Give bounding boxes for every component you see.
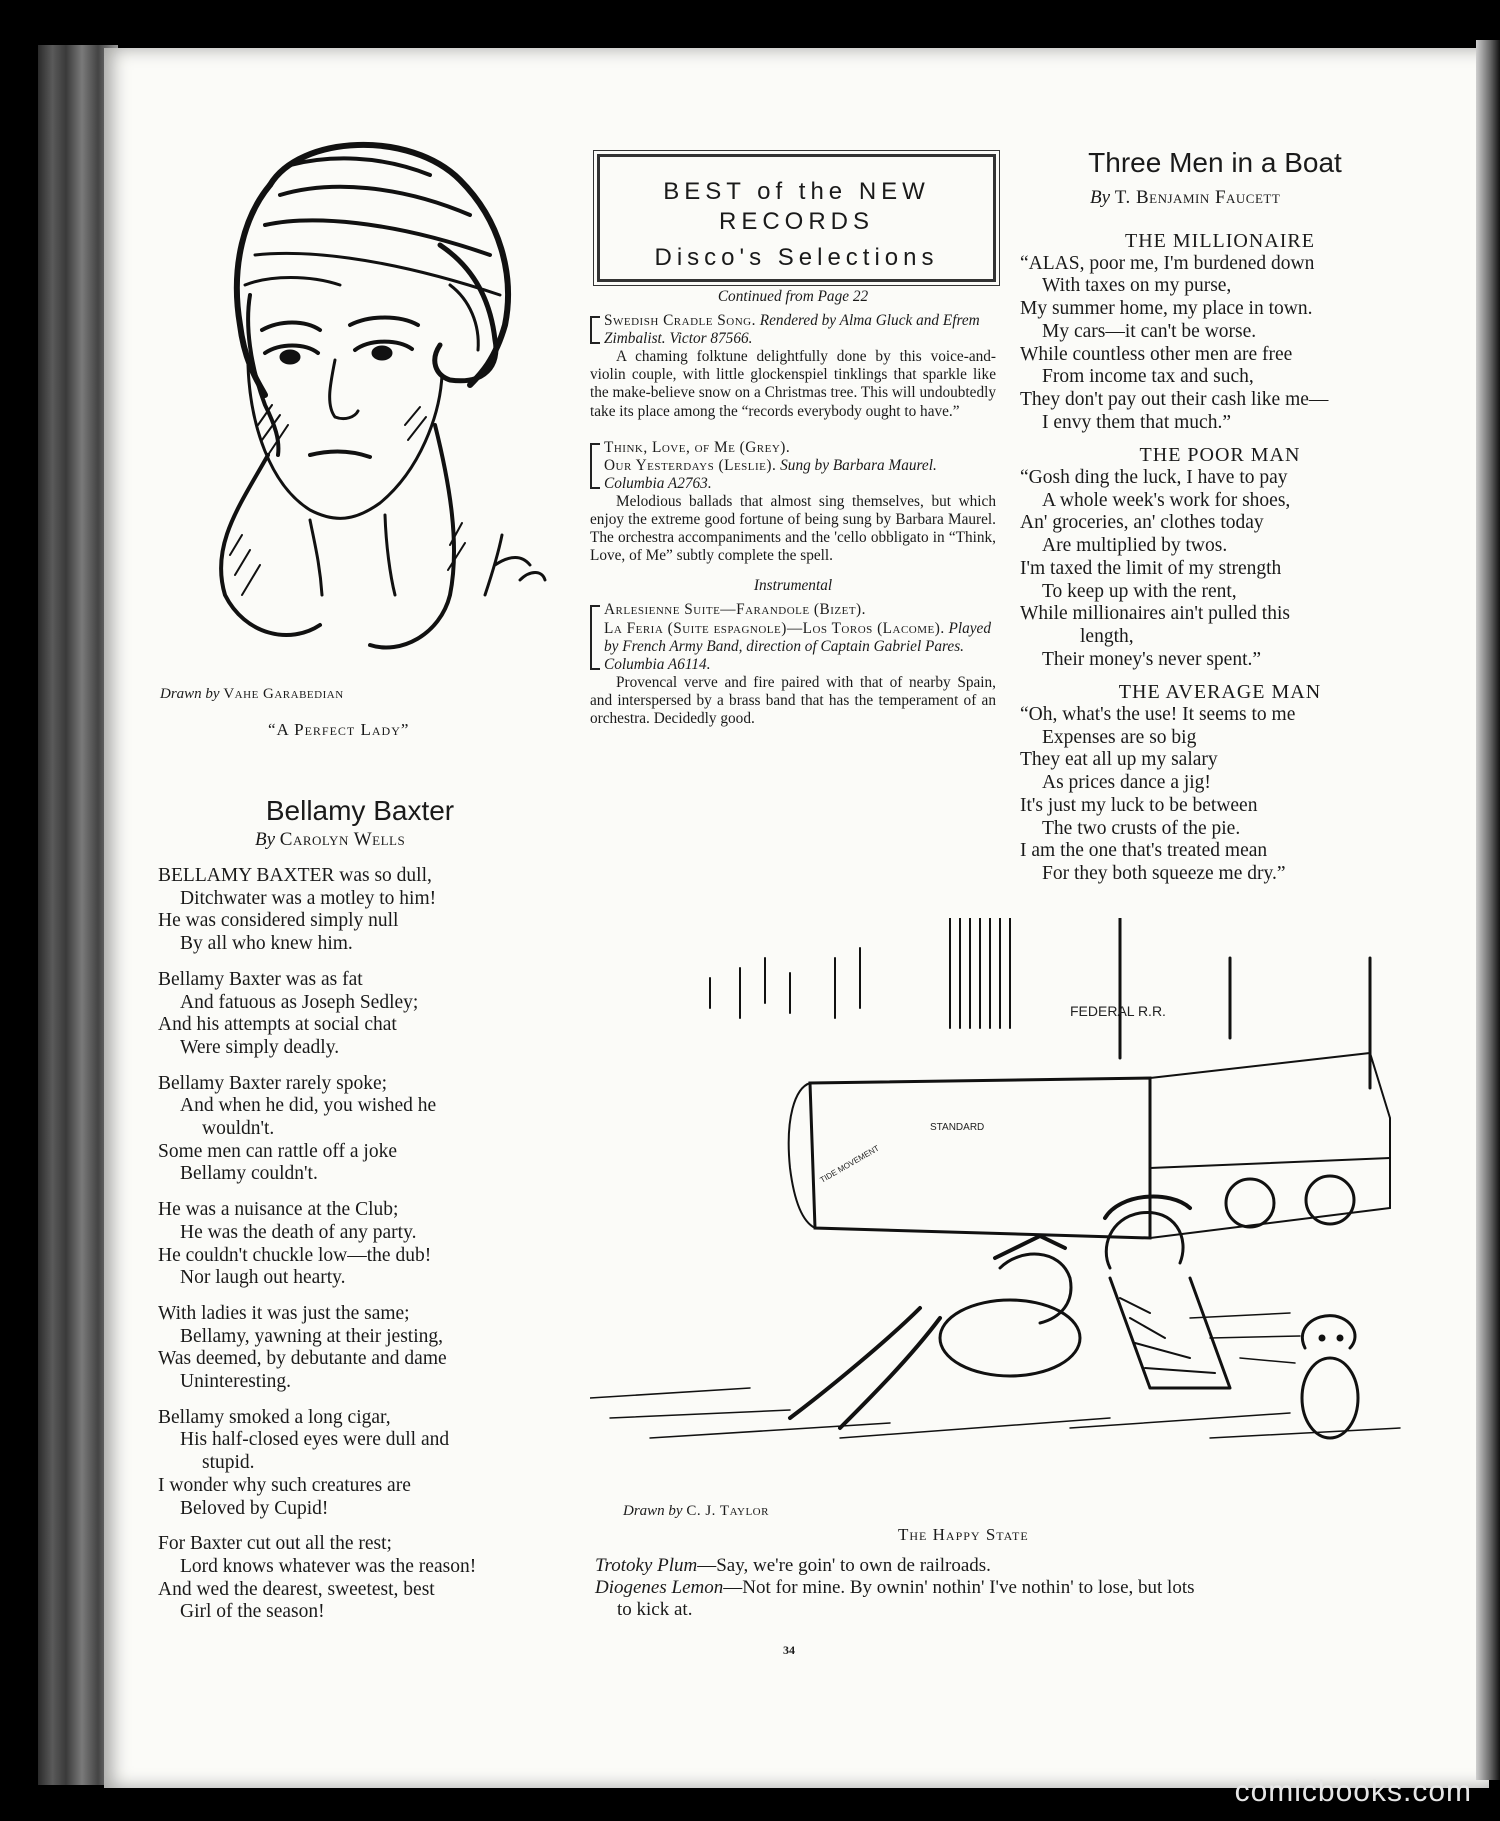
cartoon-sign-tide: TIDE MOVEMENT (818, 1143, 881, 1185)
bellamy-stanza (158, 1533, 568, 1624)
records-box (597, 154, 996, 282)
bellamy-line: Bellamy couldn't. (180, 1163, 318, 1185)
bellamy-line: And wed the dearest, sweetest, best (158, 1578, 435, 1600)
bellamy-poem (158, 865, 568, 1637)
three-men-stanza (1020, 253, 1420, 435)
bellamy-stanza (158, 969, 568, 1060)
three-men-line: length, (1080, 625, 1134, 647)
three-men-line: From income tax and such, (1042, 366, 1254, 388)
three-men-line: I envy them that much.” (1042, 411, 1231, 433)
three-men-section-heading: THE AVERAGE MAN (1118, 681, 1322, 704)
bellamy-line: BELLAMY BAXTER was so dull, (158, 865, 432, 886)
three-men-line: As prices dance a jig! (1042, 772, 1211, 794)
record-review-2: Melodious ballads that almost sing themselves, but which enjoy the extreme good fortune of being sung by Barbara Maurel. The orchestra accompaniments and the 'cello obbligato in “Think, Love, of Me” subtly complete the spell. (590, 492, 996, 565)
bellamy-line: His half-closed eyes were dull and (180, 1429, 450, 1451)
three-men-line: The two crusts of the pie. (1042, 817, 1241, 839)
facing-page-edge (1476, 40, 1500, 1780)
bellamy-line: Bellamy Baxter was as fat (158, 968, 363, 990)
bellamy-line: Were simply deadly. (180, 1036, 340, 1058)
cartoon-credit: Drawn by C. J. Taylor (623, 1503, 769, 1519)
three-men-line: While millionaires ain't pulled this (1020, 603, 1290, 625)
bellamy-line: And fatuous as Joseph Sedley; (180, 991, 419, 1013)
three-men-line: For they both squeeze me dry.” (1042, 862, 1286, 884)
portrait-credit: Drawn by Vahe Garabedian (160, 686, 344, 702)
bellamy-line: He was considered simply null (158, 910, 399, 932)
three-men-title: Three Men in a Boat (1088, 147, 1342, 178)
records-box-line1: BEST of the NEW (663, 178, 930, 205)
dialogue-line-3: to kick at. (617, 1599, 693, 1620)
records-box-line2: RECORDS (718, 208, 874, 235)
bellamy-stanza (158, 1199, 568, 1290)
bellamy-line: Bellamy smoked a long cigar, (158, 1406, 391, 1428)
portrait-sketch (150, 125, 550, 680)
bellamy-line: He couldn't chuckle low—the dub! (158, 1244, 432, 1266)
bellamy-line: Bellamy Baxter rarely spoke; (158, 1072, 388, 1094)
bellamy-line: Nor laugh out hearty. (180, 1267, 346, 1289)
three-men-line: My cars—it can't be worse. (1042, 320, 1257, 342)
three-men-line: An' groceries, an' clothes today (1020, 512, 1264, 534)
instrumental-heading: Instrumental (753, 577, 833, 595)
record-entry-1: Swedish Cradle Song. Rendered by Alma Gluck and Efrem Zimbalist. Victor 87566. (590, 312, 996, 348)
three-men-section-heading: THE MILLIONAIRE (1125, 230, 1315, 252)
bellamy-line: By all who knew him. (180, 933, 353, 955)
records-box-line3: Disco's Selections (654, 244, 939, 271)
site-watermark: comicbooks.com (1234, 1775, 1472, 1808)
three-men-poem (1020, 230, 1420, 886)
three-men-line: To keep up with the rent, (1042, 580, 1237, 602)
three-men-line: It's just my luck to be between (1020, 794, 1258, 816)
bellamy-line: Was deemed, by debutante and dame (158, 1348, 447, 1370)
three-men-section-heading: THE POOR MAN (1139, 444, 1301, 467)
bellamy-line: For Baxter cut out all the rest; (158, 1533, 392, 1555)
bellamy-line: And his attempts at social chat (158, 1014, 397, 1036)
record-entry-2: Think, Love, of Me (Grey). Our Yesterdays (Leslie). Sung by Barbara Maurel. Columbia A2763. (590, 439, 996, 493)
record-entry-3: Arlesienne Suite—Farandole (Bizet). La Feria (Suite espagnole)—Los Toros (Lacome). Played by French Army Band, direction of Captain Gabriel Pares. Columbia A6114. (590, 601, 996, 673)
bellamy-stanza (158, 865, 568, 956)
three-men-line: My summer home, my place in town. (1020, 298, 1313, 320)
bellamy-stanza (158, 1303, 568, 1394)
three-men-line: Expenses are so big (1042, 726, 1197, 748)
bellamy-line: And when he did, you wished he (180, 1095, 437, 1117)
three-men-stanza (1020, 704, 1420, 886)
three-men-line: They don't pay out their cash like me— (1020, 388, 1329, 410)
record-review-1: A chaming folktune delightfully done by this voice-and-violin couple, with little glockenspiel tinklings that sparkle like the make-believe snow on a Christmas tree. This will undoubtedly take its place among the “records everybody ought to have.” (590, 348, 996, 420)
cartoon-sign-federal: FEDERAL R.R. (1070, 1003, 1166, 1019)
three-men-byline: By T. Benjamin Faucett (1090, 187, 1281, 208)
bellamy-line: Beloved by Cupid! (180, 1497, 329, 1519)
three-men-line: With taxes on my purse, (1042, 275, 1232, 297)
bellamy-line: Lord knows whatever was the reason! (180, 1555, 477, 1577)
three-men-stanza (1020, 467, 1420, 671)
bellamy-line: He was the death of any party. (180, 1221, 417, 1243)
page-number: 34 (783, 1643, 795, 1657)
bellamy-line: He was a nuisance at the Club; (158, 1199, 399, 1221)
bellamy-line: Some men can rattle off a joke (158, 1140, 397, 1162)
bellamy-stanza (158, 1073, 568, 1187)
three-men-line: They eat all up my salary (1020, 749, 1218, 771)
bellamy-line: stupid. (202, 1452, 255, 1474)
dialogue-line-1: Trotoky Plum—Say, we're goin' to own de railroads. (595, 1555, 991, 1576)
continued-note: Continued from Page 22 (717, 288, 869, 305)
bellamy-line: With ladies it was just the same; (158, 1302, 410, 1324)
three-men-line: Are multiplied by twos. (1042, 535, 1228, 557)
three-men-line: A whole week's work for shoes, (1042, 489, 1291, 511)
three-men-line: I am the one that's treated mean (1020, 840, 1268, 862)
cartoon-caption: The Happy State (898, 1525, 1029, 1544)
bellamy-line: I wonder why such creatures are (158, 1474, 411, 1496)
bellamy-line: wouldn't. (202, 1118, 275, 1140)
cartoon-illustration (590, 918, 1410, 1478)
three-men-line: I'm taxed the limit of my strength (1020, 557, 1282, 579)
portrait-caption: “A Perfect Lady” (268, 720, 410, 739)
three-men-line: “Gosh ding the luck, I have to pay (1020, 467, 1288, 489)
record-review-3: Provencal verve and fire paired with that of nearby Spain, and interspersed by a brass band that has the temperament of an orchestra. Decidedly good. (590, 673, 996, 727)
three-men-line: Their money's never spent.” (1042, 648, 1262, 670)
bellamy-stanza (158, 1407, 568, 1521)
three-men-line: “ALAS, poor me, I'm burdened down (1020, 252, 1315, 274)
bellamy-title: Bellamy Baxter (265, 795, 455, 826)
bellamy-line: Bellamy, yawning at their jesting, (180, 1325, 444, 1347)
bellamy-line: Girl of the season! (180, 1601, 325, 1623)
cartoon-sign-standard: STANDARD (930, 1122, 985, 1133)
bellamy-byline: By Carolyn Wells (255, 829, 406, 850)
three-men-line: While countless other men are free (1020, 343, 1293, 365)
records-column (590, 288, 996, 728)
bellamy-line: Ditchwater was a motley to him! (180, 887, 437, 909)
three-men-line: “Oh, what's the use! It seems to me (1020, 704, 1296, 726)
cartoon-dialogue (595, 1555, 1415, 1621)
bellamy-line: Uninteresting. (180, 1371, 292, 1393)
dialogue-line-2: Diogenes Lemon—Not for mine. By ownin' nothin' I've nothin' to lose, but lots (595, 1577, 1195, 1598)
